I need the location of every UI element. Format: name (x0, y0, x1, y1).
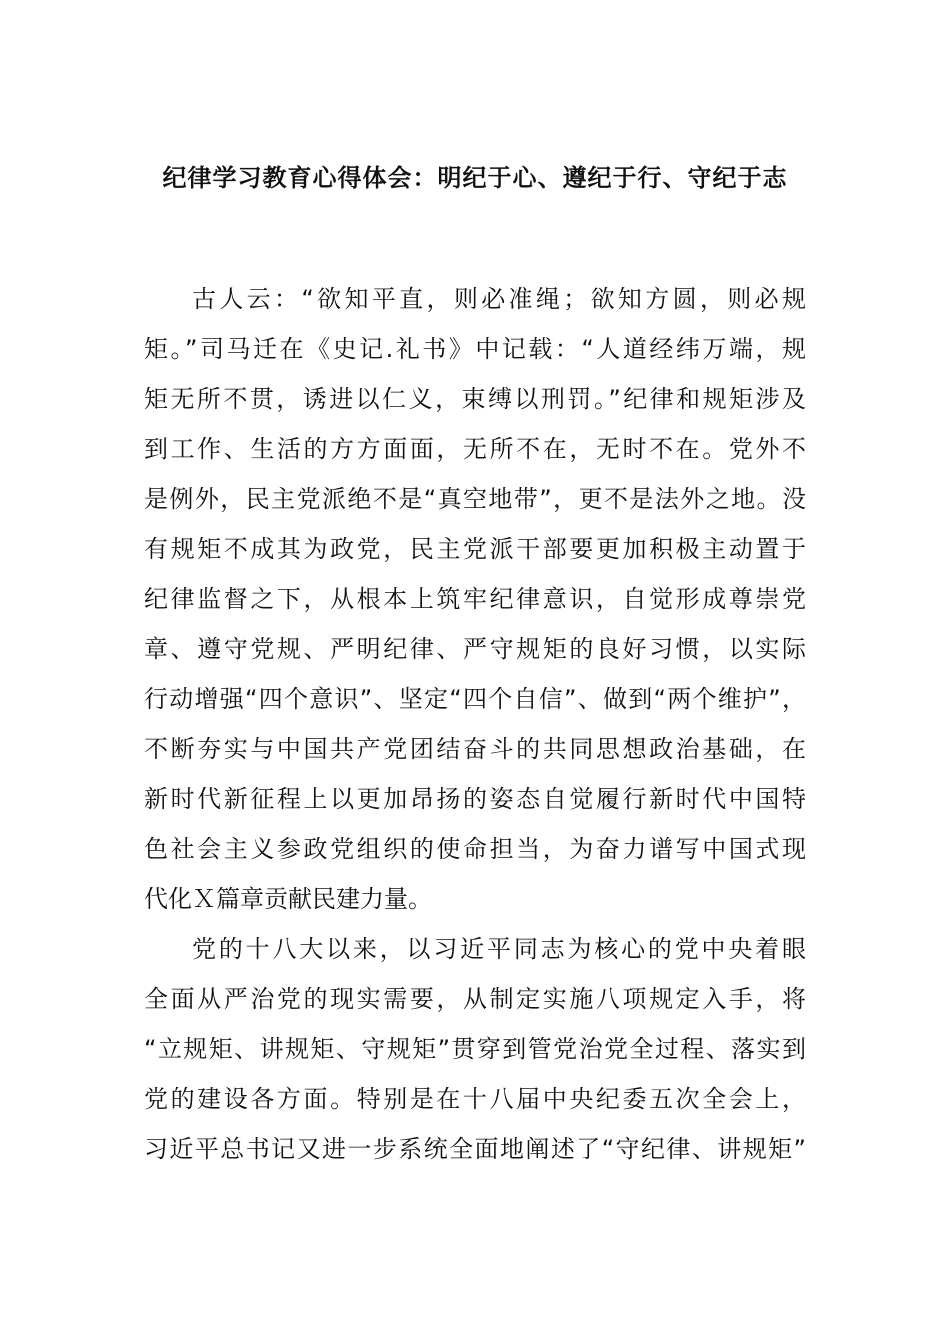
text-line: 矩。”司马迁在《史记.礼书》中记载：“人道经纬万端，规 (144, 335, 806, 363)
text-line: 代化Ｘ篇章贡献民建力量。 (144, 885, 432, 913)
text-line: 全面从严治党的现实需要，从制定实施八项规定入手，将 (144, 985, 806, 1013)
text-line: 党的建设各方面。特别是在十八届中央纪委五次全会上， (144, 1085, 806, 1113)
text-line: 党的十八大以来，以习近平同志为核心的党中央着眼 (192, 935, 806, 963)
text-line: 矩无所不贯，诱进以仁义，束缚以刑罚。”纪律和规矩涉及 (144, 385, 806, 413)
text-line: 有规矩不成其为政党，民主党派干部要更加积极主动置于 (144, 535, 806, 563)
text-line: 章、遵守党规、严明纪律、严守规矩的良好习惯，以实际 (144, 635, 806, 663)
text-line: 色社会主义参政党组织的使命担当，为奋力谱写中国式现 (144, 835, 806, 863)
paragraph-2 (144, 924, 806, 1174)
text-line: 到工作、生活的方方面面，无所不在，无时不在。党外不 (144, 435, 806, 463)
text-line: 是例外，民主党派绝不是“真空地带”，更不是法外之地。没 (144, 485, 806, 513)
document-title: 纪律学习教育心得体会：明纪于心、遵纪于行、守纪于志 (162, 164, 788, 192)
text-line: 纪律监督之下，从根本上筑牢纪律意识，自觉形成尊崇党 (144, 585, 806, 613)
text-line: 习近平总书记又进一步系统全面地阐述了“守纪律、讲规矩” (144, 1135, 806, 1163)
text-line: 不断夯实与中国共产党团结奋斗的共同思想政治基础，在 (144, 735, 806, 763)
text-line: 行动增强“四个意识”、坚定“四个自信”、做到“两个维护”， (144, 685, 806, 713)
document-body (144, 274, 806, 1174)
text-line: “立规矩、讲规矩、守规矩”贯穿到管党治党全过程、落实到 (144, 1035, 806, 1063)
text-line: 新时代新征程上以更加昂扬的姿态自觉履行新时代中国特 (144, 785, 806, 813)
paragraph-1 (144, 274, 806, 924)
text-line: 古人云：“欲知平直，则必准绳；欲知方圆，则必规 (192, 285, 806, 313)
